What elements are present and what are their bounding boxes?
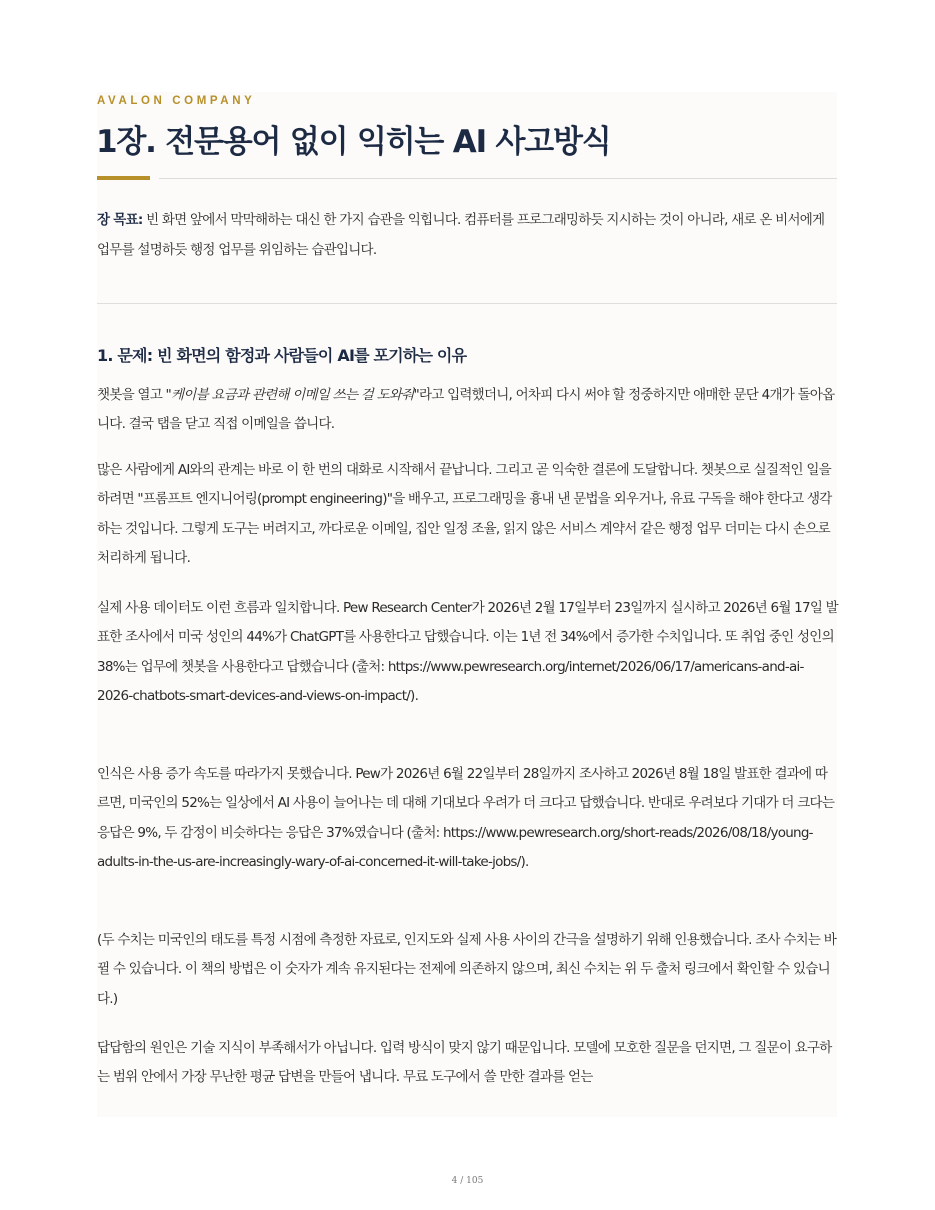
paragraph-2: 많은 사람에게 AI와의 관계는 바로 이 한 번의 대화로 시작해서 끝납니다. 그리고 곧 익숙한 결론에 도달합니다. 챗봇으로 실질적인 일을 하려면 "프롬프트 엔지니어링(prompt engineering)"을 배우고, 프로그래밍을 흉내 낸 문법을 외우거나, 유료 구독을 해야 한다고 생각하는 것입니다. 그렇게 도구는 버려지고, 까다로운 이메일, 집안 일정 조율, 읽지 않은 서비스 계약서 같은 행정 업무 더미는 다시 손으로 처리하게 됩니다. <box>97 462 832 566</box>
title-rule <box>159 178 837 179</box>
paragraph-1 <box>97 381 839 440</box>
section-heading: 1. 문제: 빈 화면의 함정과 사람들이 AI를 포기하는 이유 <box>97 346 467 365</box>
company-eyebrow: AVALON COMPANY <box>97 95 256 107</box>
section-divider <box>97 303 837 304</box>
paragraph-4: 인식은 사용 증가 속도를 따라가지 못했습니다. Pew가 2026년 6월 22일부터 28일까지 조사하고 2026년 8월 18일 발표한 결과에 따르면, 미국인의 52%는 일상에서 AI 사용이 늘어나는 데 대해 기대보다 우려가 더 크다고 답했습니다. 반대로 우려보다 기대가 더 크다는 응답은 9%, 두 감정이 비슷하다는 응답은 37%였습니다 (출처: https://www.pewresearch.org/short-reads/2026/08/18/young-adults-in-the-us-are-increasingly-wary-of-ai-concerned-it-will-take-jobs/). <box>97 766 835 870</box>
chapter-goal-text: 빈 화면 앞에서 막막해하는 대신 한 가지 습관을 익힙니다. 컴퓨터를 프로그래밍하듯 지시하는 것이 아니라, 새로 온 비서에게 업무를 설명하듯 행정 업무를 위임하는 습관입니다. <box>97 212 825 258</box>
paragraph-5: (두 수치는 미국인의 태도를 특정 시점에 측정한 자료로, 인지도와 실제 사용 사이의 간극을 설명하기 위해 인용했습니다. 조사 수치는 바뀔 수 있습니다. 이 책의 방법은 이 숫자가 계속 유지된다는 전제에 의존하지 않으며, 최신 수치는 위 두 출처 링크에서 확인할 수 있습니다.) <box>97 932 837 1007</box>
page-number: 4 / 105 <box>451 1176 484 1186</box>
example-prompt-quote: "케이블 요금과 관련해 이메일 쓰는 걸 도와줘" <box>165 387 419 403</box>
title-accent-rule <box>97 176 150 180</box>
paragraph-1-lead: 챗봇을 열고 <box>97 387 166 403</box>
paragraph-1-rest: 라고 입력했더니, 어차피 다시 써야 할 정중하지만 애매한 문단 4개가 돌아옵니다. 결국 탭을 닫고 직접 이메일을 씁니다. <box>97 387 835 433</box>
chapter-goal <box>97 205 839 265</box>
paragraph-3: 실제 사용 데이터도 이런 흐름과 일치합니다. Pew Research Center가 2026년 2월 17일부터 23일까지 실시하고 2026년 6월 17일 발표한 조사에서 미국 성인의 44%가 ChatGPT를 사용한다고 답했습니다. 이는 1년 전 34%에서 증가한 수치입니다. 또 취업 중인 성인의 38%는 업무에 챗봇을 사용한다고 답했습니다 (출처: https://www.pewresearch.org/internet/2026/06/17/americans-and-ai-2026-chatbots-smart-devices-and-views-on-impact/). <box>97 600 838 704</box>
chapter-goal-label: 장 목표: <box>97 212 143 228</box>
chapter-title: 1장. 전문용어 없이 익히는 AI 사고방식 <box>96 124 611 160</box>
paragraph-6: 답답함의 원인은 기술 지식이 부족해서가 아닙니다. 입력 방식이 맞지 않기 때문입니다. 모델에 모호한 질문을 던지면, 그 질문이 요구하는 범위 안에서 가장 무난한 평균 답변을 만들어 냅니다. 무료 도구에서 쓸 만한 결과를 얻는 <box>97 1040 832 1086</box>
